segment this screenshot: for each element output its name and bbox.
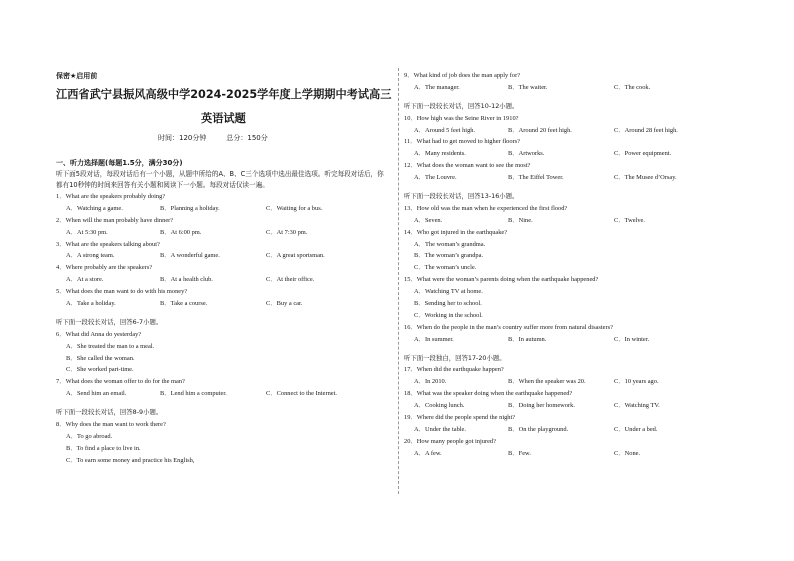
option-a: A．The manager. — [414, 83, 460, 91]
question-14: 14．Who got injured in the earthquake? — [404, 228, 508, 236]
option-c: C．At their office. — [266, 276, 315, 284]
option-c: C．Watching TV. — [614, 402, 660, 410]
option-b: B．When the speaker was 20. — [508, 378, 586, 386]
option-b: B．She called the woman. — [66, 354, 135, 362]
option-b: B．On the playground. — [508, 425, 569, 433]
question-2: 2．When will the man probably have dinner? — [56, 216, 174, 224]
option-b: B．In autumn. — [508, 335, 547, 343]
option-b: B．Artworks. — [508, 150, 545, 158]
section-instruction: 听下面5段对话，每段对话后有一个小题，从题中所给的A、B、C三个选项中选出最佳选项。听完每段对话后，你都有10秒钟的时间来回答有关小题和阅读下一小题。每段对话仅读一遍。 — [56, 170, 384, 189]
option-c: C．Power equipment. — [614, 150, 672, 158]
option-a: A．Seven. — [414, 216, 443, 224]
option-a: A．She treated the man to a meal. — [66, 342, 155, 350]
question-3: 3．What are the speakers talking about? — [56, 240, 160, 248]
option-a: A．Watching TV at home. — [414, 288, 483, 296]
question-19-options — [404, 424, 704, 436]
option-c: C．The woman’s uncle. — [414, 264, 477, 272]
option-a: A．At 5:30 pm. — [66, 228, 108, 236]
question-20-options — [404, 448, 704, 460]
option-b: B．Few. — [508, 449, 531, 457]
confidential-seal: 保密★启用前 — [56, 72, 98, 80]
option-a: A．A few. — [414, 449, 442, 457]
question-3-options — [56, 250, 390, 262]
question-13-options — [404, 215, 704, 227]
option-b: B．The waiter. — [508, 83, 548, 91]
option-c: C．None. — [614, 449, 641, 457]
option-a: A．At a store. — [66, 276, 104, 284]
subsection-instruction: 听下面一段独白，回答17-20小题。 — [404, 353, 506, 362]
option-b: B．The woman’s grandpa. — [414, 252, 484, 260]
question-4-options — [56, 274, 390, 286]
option-c: C．10 years ago. — [614, 378, 659, 386]
right-column — [404, 70, 704, 460]
question-10: 10．How high was the Seine River in 1910? — [404, 114, 519, 122]
option-a: A．A strong team. — [66, 252, 115, 260]
option-c: C．Working in the school. — [414, 311, 483, 319]
question-8: 8．Why does the man want to work there? — [56, 421, 166, 429]
question-9-options — [404, 82, 704, 94]
option-b: B．Doing her homework. — [508, 402, 575, 410]
question-11: 11．What had to get moved to higher floors? — [404, 138, 521, 146]
option-c: C．Waiting for a bus. — [266, 204, 323, 212]
option-c: C．The Musee d’Orsay. — [614, 174, 677, 182]
option-c: C．A great sportsman. — [266, 252, 325, 260]
exam-score: 总分：150分 — [226, 134, 268, 142]
option-a: A．Cooking lunch. — [414, 402, 465, 410]
option-c: C．Connect to the Internet. — [266, 390, 337, 398]
option-a: A．To go abroad. — [66, 432, 113, 440]
option-b: B．At 6:00 pm. — [160, 228, 202, 236]
question-20: 20．How many people got injured? — [404, 437, 496, 445]
option-c: C．Around 28 feet high. — [614, 126, 678, 134]
question-12-options — [404, 172, 704, 184]
exam-subject: 英语试题 — [201, 112, 246, 125]
question-16: 16．When do the people in the man’s country suffer more from natural disasters? — [404, 323, 613, 331]
question-5-options — [56, 298, 390, 310]
left-column — [56, 70, 390, 467]
question-17-options — [404, 376, 704, 388]
exam-time: 时间：120分钟 — [158, 134, 207, 142]
option-b: B．A wonderful game. — [160, 252, 220, 260]
question-15: 15．What were the woman’s parents doing when the earthquake happened? — [404, 276, 599, 284]
option-c: C．At 7:30 pm. — [266, 228, 308, 236]
option-a: A．Take a holiday. — [66, 300, 116, 308]
option-a: A．Under the table. — [414, 425, 466, 433]
option-b: B．At a health club. — [160, 276, 213, 284]
subsection-instruction: 听下面一段较长对话，回答10-12小题。 — [404, 101, 519, 110]
exam-meta — [56, 132, 390, 144]
question-6: 6．What did Anna do yesterday? — [56, 330, 142, 338]
question-2-options — [56, 227, 390, 239]
option-a: A．The Louvre. — [414, 174, 457, 182]
option-c: C．Under a bed. — [614, 425, 658, 433]
option-a: A．Watching a game. — [66, 204, 123, 212]
question-17: 17．When did the earthquake happen? — [404, 366, 504, 374]
option-a: A．Send him an email. — [66, 390, 127, 398]
option-b: B．Planning a holiday. — [160, 204, 220, 212]
question-10-options — [404, 125, 704, 137]
section-title: 一、听力选择题(每题1.5分，满分30分) — [56, 159, 183, 167]
option-a: A．Many residents. — [414, 150, 466, 158]
exam-title: 江西省武宁县振风高级中学2024-2025学年度上学期期中考试高三 — [56, 88, 392, 101]
option-a: A．Around 5 feet high. — [414, 126, 476, 134]
subsection-instruction: 听下面一段较长对话，回答13-16小题。 — [404, 192, 519, 201]
question-12: 12．What does the woman want to see the most? — [404, 162, 531, 170]
subsection-instruction: 听下面一段较长对话，回答6-7小题。 — [56, 317, 163, 326]
option-b: B．The Eiffel Tower. — [508, 174, 564, 182]
option-a: A．In summer. — [414, 335, 454, 343]
question-18: 18．What was the speaker doing when the earthquake happened? — [404, 390, 573, 398]
question-1: 1．What are the speakers probably doing? — [56, 193, 166, 200]
question-7-options — [56, 388, 390, 400]
question-18-options — [404, 400, 704, 412]
question-4: 4．Where probably are the speakers? — [56, 264, 153, 272]
option-c: C．Buy a car. — [266, 300, 303, 308]
option-a: A．In 2010. — [414, 378, 447, 386]
question-16-options — [404, 334, 704, 346]
option-b: B．Around 20 feet high. — [508, 126, 572, 134]
option-b: B．Sending her to school. — [414, 300, 482, 308]
option-b: B．Lend him a computer. — [160, 390, 227, 398]
subsection-instruction: 听下面一段较长对话，回答8-9小题。 — [56, 408, 163, 417]
option-c: C．In winter. — [614, 335, 650, 343]
question-5: 5．What does the man want to do with his money? — [56, 288, 188, 296]
option-c: C．She worked part-time. — [66, 366, 134, 374]
option-c: C．To earn some money and practice his English, — [66, 456, 195, 464]
option-c: C．The cook. — [614, 83, 651, 91]
question-7: 7．What does the woman offer to do for the man? — [56, 378, 185, 386]
question-19: 19．Where did the people spend the night? — [404, 414, 516, 422]
question-11-options — [404, 148, 704, 160]
option-c: C．Twelve. — [614, 216, 645, 224]
question-13: 13．How old was the man when he experienced the first flood? — [404, 204, 568, 212]
option-b: B．Nine. — [508, 216, 533, 224]
option-b: B．To find a place to live in. — [66, 444, 141, 452]
column-divider — [398, 68, 399, 494]
question-1-options — [56, 203, 390, 215]
option-b: B．Take a course. — [160, 300, 208, 308]
question-9: 9．What kind of job does the man apply for? — [404, 72, 521, 79]
option-a: A．The woman’s grandma. — [414, 240, 486, 248]
